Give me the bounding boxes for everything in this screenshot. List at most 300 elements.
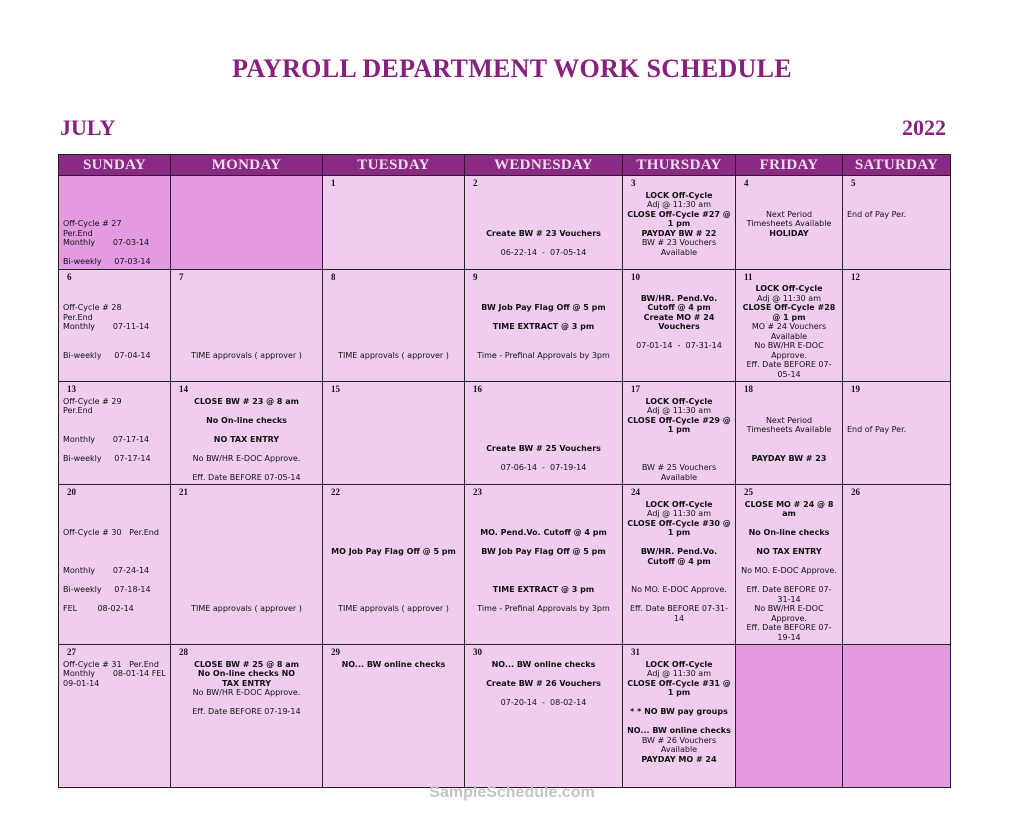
schedule-entry xyxy=(327,313,460,323)
schedule-entry xyxy=(63,210,166,220)
schedule-entry: NO... BW online checks xyxy=(341,659,446,669)
schedule-entry: CLOSE MO # 24 @ 8 am xyxy=(744,499,837,518)
schedule-entry: Per.End xyxy=(63,312,93,322)
day-number: 17 xyxy=(631,384,640,394)
schedule-entry: Per.End xyxy=(63,228,93,238)
schedule-entry: No BW/HR E-DOC Approve. xyxy=(192,453,301,463)
schedule-entry: Bi-weekly 07-18-14 xyxy=(63,585,151,594)
day-number: 19 xyxy=(851,384,860,394)
schedule-entry: LOCK Off-Cycle xyxy=(645,659,713,669)
day-cell xyxy=(465,176,623,270)
schedule-entry: 07-06-14 - 07-19-14 xyxy=(500,463,587,472)
schedule-entry xyxy=(469,538,618,548)
schedule-entry: LOCK Off-Cycle xyxy=(645,499,713,509)
schedule-entry: No BW/HR E-DOC xyxy=(754,341,824,350)
schedule-entry: 1 pm xyxy=(667,219,691,228)
schedule-entry: MO Job Pay Flag Off @ 5 pm xyxy=(331,547,456,556)
day-number: 9 xyxy=(473,271,478,282)
schedule-entry: Off-Cycle # 28 xyxy=(63,303,122,312)
month-label: JULY xyxy=(60,115,116,140)
schedule-entry xyxy=(469,200,618,210)
day-cell xyxy=(736,485,843,645)
schedule-entry xyxy=(847,191,946,201)
schedule-entry xyxy=(175,547,318,557)
schedule-entry: No MO. E-DOC Approve. xyxy=(741,566,837,575)
schedule-entry xyxy=(327,294,460,304)
schedule-entry xyxy=(175,528,318,538)
day-cell xyxy=(59,382,171,485)
schedule-entry xyxy=(740,576,838,586)
schedule-entry: @ 1 pm xyxy=(772,312,806,322)
schedule-entry xyxy=(469,416,618,426)
schedule-entry xyxy=(469,688,618,698)
schedule-entry: BW/HR. Pend.Vo. xyxy=(640,293,718,303)
schedule-entry: * * NO BW pay groups xyxy=(630,707,728,716)
schedule-entry: BW # 23 Vouchers xyxy=(641,238,717,247)
schedule-entry xyxy=(627,717,731,727)
schedule-entry xyxy=(63,595,166,605)
day-cell xyxy=(623,176,736,270)
schedule-entry xyxy=(175,284,318,294)
schedule-entry: LOCK Off-Cycle xyxy=(645,396,713,406)
schedule-entry: Eff. Date BEFORE 07-05-14 xyxy=(746,360,832,379)
schedule-entry: CLOSE Off-Cycle #31 @ xyxy=(627,678,731,688)
week-row xyxy=(59,645,951,788)
schedule-entry: Create BW # 26 Vouchers xyxy=(486,678,601,688)
schedule-entry xyxy=(469,454,618,464)
schedule-entry xyxy=(327,332,460,342)
day-cell xyxy=(59,485,171,645)
schedule-entry xyxy=(327,500,460,510)
schedule-entry: Create MO # 24 xyxy=(643,312,715,322)
day-number: 25 xyxy=(744,487,753,497)
day-cell xyxy=(171,176,323,270)
day-number: 29 xyxy=(331,647,340,657)
schedule-entry: NO... BW online checks xyxy=(491,659,596,669)
day-number: 18 xyxy=(744,384,753,394)
schedule-entry: No On-line checks NO xyxy=(197,669,296,678)
weekday-saturday: SATURDAY xyxy=(843,155,951,176)
day-cell xyxy=(736,269,843,382)
day-cell xyxy=(171,645,323,788)
schedule-entry xyxy=(740,406,838,416)
schedule-entry xyxy=(469,294,618,304)
day-number: 2 xyxy=(473,178,478,188)
schedule-entry xyxy=(740,557,838,567)
day-cell xyxy=(323,485,465,645)
schedule-entry: No BW/HR E-DOC xyxy=(754,604,824,613)
schedule-entry xyxy=(627,444,731,454)
weekday-wednesday: WEDNESDAY xyxy=(465,155,623,176)
day-number: 24 xyxy=(631,487,640,497)
day-number: 30 xyxy=(473,647,482,657)
schedule-entry xyxy=(740,191,838,201)
day-number: 10 xyxy=(631,271,640,282)
schedule-entry: Per.End xyxy=(63,406,93,415)
schedule-entry xyxy=(627,576,731,586)
schedule-entry xyxy=(627,332,731,342)
schedule-entry xyxy=(469,191,618,201)
schedule-entry xyxy=(327,576,460,586)
day-cell xyxy=(736,382,843,485)
calendar-grid xyxy=(58,154,951,788)
day-cell xyxy=(843,176,951,270)
schedule-entry xyxy=(175,595,318,605)
schedule-entry: Eff. Date BEFORE 07-19-14 xyxy=(746,623,832,642)
day-number xyxy=(744,648,838,658)
schedule-entry: CLOSE Off-Cycle #27 @ xyxy=(627,209,731,219)
schedule-entry xyxy=(175,585,318,595)
weekday-sunday: SUNDAY xyxy=(59,155,171,176)
schedule-entry: TIME approvals ( approver ) xyxy=(338,604,449,613)
schedule-entry: Bi-weekly 07-04-14 xyxy=(63,350,151,360)
schedule-entry: End of Pay Per. xyxy=(847,209,907,219)
schedule-entry xyxy=(847,200,946,210)
schedule-entry: FEL 08-02-14 xyxy=(63,604,134,613)
day-cell xyxy=(323,382,465,485)
day-number: 13 xyxy=(67,384,76,394)
schedule-entry xyxy=(627,538,731,548)
schedule-entry: End of Pay Per. xyxy=(847,425,907,434)
schedule-entry xyxy=(327,509,460,519)
schedule-entry: Time - Prefinal Approvals by 3pm xyxy=(477,350,610,360)
schedule-entry: No On-line checks xyxy=(748,528,830,537)
day-number: 8 xyxy=(331,271,336,282)
day-number: 20 xyxy=(67,487,76,497)
schedule-entry: Adj @ 11:30 am xyxy=(646,200,711,209)
schedule-entry: Time - Prefinal Approvals by 3pm xyxy=(477,604,610,613)
schedule-entry: Next Period xyxy=(765,209,813,219)
schedule-entry: TIME EXTRACT @ 3 pm xyxy=(492,585,595,594)
day-number: 27 xyxy=(67,647,76,657)
schedule-entry: Create BW # 23 Vouchers xyxy=(486,228,601,238)
schedule-entry: BW Job Pay Flag Off @ 5 pm xyxy=(481,547,606,556)
day-cell xyxy=(465,645,623,788)
schedule-entry xyxy=(327,322,460,332)
schedule-entry: Off-Cycle # 29 xyxy=(63,396,122,406)
schedule-entry: Adj @ 11:30 am xyxy=(756,293,821,303)
schedule-entry xyxy=(469,238,618,248)
schedule-entry: LOCK Off-Cycle xyxy=(645,190,713,200)
schedule-entry xyxy=(469,557,618,567)
schedule-entry: Bi-weekly 07-03-14 xyxy=(63,257,151,266)
schedule-entry xyxy=(63,294,166,304)
schedule-entry xyxy=(63,416,166,426)
page-title: PAYROLL DEPARTMENT WORK SCHEDULE xyxy=(232,54,792,83)
schedule-entry: MO # 24 Vouchers xyxy=(751,322,827,331)
schedule-entry xyxy=(175,538,318,548)
schedule-entry: Timesheets Available xyxy=(746,425,832,434)
schedule-entry: LOCK Off-Cycle xyxy=(755,284,823,293)
schedule-entry xyxy=(327,566,460,576)
day-number: 15 xyxy=(331,384,340,394)
day-cell xyxy=(465,269,623,382)
day-number: 16 xyxy=(473,384,482,394)
day-number xyxy=(851,648,946,658)
schedule-entry xyxy=(63,341,166,351)
schedule-entry xyxy=(175,519,318,529)
schedule-entry xyxy=(175,406,318,416)
schedule-entry: 06-22-14 - 07-05-14 xyxy=(500,247,587,257)
schedule-entry: 09-01-14 xyxy=(63,678,100,688)
schedule-entry: 1 pm xyxy=(667,425,691,434)
schedule-entry: 1 pm xyxy=(667,528,691,537)
day-number: 28 xyxy=(179,647,188,657)
schedule-entry: No MO. E-DOC Approve. xyxy=(631,585,727,594)
schedule-entry: Monthly 07-17-14 xyxy=(63,434,150,444)
day-number: 6 xyxy=(67,271,72,282)
weekday-monday: MONDAY xyxy=(171,155,323,176)
schedule-entry xyxy=(627,454,731,464)
schedule-entry: Approve. xyxy=(771,350,807,360)
schedule-entry: No BW/HR E-DOC Approve. xyxy=(192,688,301,697)
day-cell xyxy=(623,382,736,485)
schedule-entry: TIME approvals ( approver ) xyxy=(191,350,302,360)
schedule-entry: PAYDAY BW # 22 xyxy=(641,228,717,238)
schedule-entry: Cutoff @ 4 pm xyxy=(647,303,711,312)
day-cell xyxy=(843,485,951,645)
day-cell xyxy=(623,645,736,788)
schedule-entry xyxy=(63,200,166,210)
schedule-entry xyxy=(469,435,618,445)
day-cell xyxy=(736,645,843,788)
schedule-entry: CLOSE Off-Cycle #28 xyxy=(742,303,836,312)
schedule-entry: TAX ENTRY xyxy=(221,678,272,688)
schedule-entry: Vouchers xyxy=(658,322,700,331)
schedule-entry: Eff. Date BEFORE 07-05-14 xyxy=(192,472,301,482)
day-cell xyxy=(623,485,736,645)
day-cell xyxy=(843,645,951,788)
schedule-entry xyxy=(740,397,838,407)
schedule-entry: NO TAX ENTRY xyxy=(756,547,822,556)
schedule-entry xyxy=(469,576,618,586)
schedule-entry xyxy=(469,210,618,220)
schedule-entry: Next Period xyxy=(765,415,813,425)
day-cell xyxy=(623,269,736,382)
schedule-entry xyxy=(63,576,166,586)
schedule-entry: Create BW # 25 Vouchers xyxy=(486,444,601,453)
schedule-entry: BW/HR. Pend.Vo. xyxy=(640,547,718,556)
schedule-entry xyxy=(175,303,318,313)
schedule-entry xyxy=(327,585,460,595)
year-label: 2022 xyxy=(902,115,946,140)
schedule-entry: NO... BW online checks xyxy=(627,726,731,735)
day-number xyxy=(179,179,318,189)
schedule-entry: Timesheets Available xyxy=(746,219,832,228)
day-cell xyxy=(59,176,171,270)
schedule-entry xyxy=(175,444,318,454)
schedule-entry xyxy=(469,500,618,510)
week-row xyxy=(59,176,951,270)
day-cell xyxy=(323,645,465,788)
schedule-entry: Available xyxy=(770,331,808,341)
weekday-thursday: THURSDAY xyxy=(623,155,736,176)
schedule-entry xyxy=(327,341,460,351)
schedule-entry xyxy=(175,500,318,510)
day-number: 3 xyxy=(631,178,636,188)
day-number: 21 xyxy=(179,487,188,497)
schedule-entry xyxy=(175,509,318,519)
day-number: 26 xyxy=(851,487,860,497)
schedule-entry xyxy=(627,698,731,708)
schedule-entry xyxy=(63,547,166,557)
day-number: 1 xyxy=(331,178,336,188)
schedule-entry xyxy=(627,435,731,445)
day-cell xyxy=(171,382,323,485)
schedule-entry: 07-20-14 - 08-02-14 xyxy=(500,697,587,707)
schedule-entry xyxy=(469,341,618,351)
schedule-entry xyxy=(327,528,460,538)
schedule-entry: Eff. Date BEFORE 07-19-14 xyxy=(192,707,301,716)
schedule-entry xyxy=(469,509,618,519)
schedule-entry xyxy=(327,557,460,567)
schedule-entry xyxy=(469,284,618,294)
weekday-tuesday: TUESDAY xyxy=(323,155,465,176)
schedule-entry: MO. Pend.Vo. Cutoff @ 4 pm xyxy=(480,528,607,537)
schedule-entry xyxy=(175,557,318,567)
day-number xyxy=(67,179,166,189)
schedule-entry: CLOSE BW # 25 @ 8 am xyxy=(193,659,300,669)
week-row xyxy=(59,485,951,645)
schedule-entry: Monthly 08-01-14 FEL xyxy=(63,669,166,678)
day-cell xyxy=(323,269,465,382)
schedule-entry xyxy=(327,519,460,529)
day-number: 14 xyxy=(179,384,188,394)
schedule-entry xyxy=(63,425,166,435)
schedule-entry xyxy=(469,332,618,342)
schedule-entry: Off-Cycle # 30 Per.End xyxy=(63,528,159,537)
schedule-entry xyxy=(175,313,318,323)
schedule-entry: Monthly 07-11-14 xyxy=(63,322,150,331)
schedule-entry: 07-01-14 - 07-31-14 xyxy=(636,341,722,350)
schedule-entry: Off-Cycle # 31 Per.End xyxy=(63,659,159,669)
schedule-entry: Monthly 07-24-14 xyxy=(63,566,150,575)
day-cell xyxy=(843,382,951,485)
schedule-entry xyxy=(627,284,731,294)
schedule-entry: Bi-weekly 07-17-14 xyxy=(63,453,151,463)
schedule-entry xyxy=(327,595,460,605)
schedule-entry: TIME EXTRACT @ 3 pm xyxy=(492,322,595,331)
weekday-friday: FRIDAY xyxy=(736,155,843,176)
schedule-entry xyxy=(469,595,618,605)
day-number: 5 xyxy=(851,178,856,188)
schedule-entry xyxy=(63,557,166,567)
day-number: 7 xyxy=(179,271,184,282)
schedule-entry xyxy=(63,444,166,454)
schedule-entry xyxy=(63,519,166,529)
schedule-entry xyxy=(327,303,460,313)
schedule-entry xyxy=(63,538,166,548)
schedule-entry xyxy=(175,294,318,304)
schedule-entry xyxy=(740,435,838,445)
schedule-entry xyxy=(327,538,460,548)
schedule-entry xyxy=(175,425,318,435)
day-cell xyxy=(465,382,623,485)
schedule-entry: PAYDAY BW # 23 xyxy=(751,453,827,463)
schedule-entry xyxy=(847,397,946,407)
day-cell xyxy=(171,485,323,645)
schedule-entry xyxy=(469,219,618,229)
schedule-entry: Monthly 07-03-14 xyxy=(63,238,150,247)
day-cell xyxy=(465,485,623,645)
site-watermark: SampleSchedule.com xyxy=(429,784,595,801)
schedule-entry: BW # 25 Vouchers xyxy=(641,463,717,472)
schedule-entry: No On-line checks xyxy=(206,415,287,425)
weekday-header-row xyxy=(59,155,951,176)
schedule-entry: NO TAX ENTRY xyxy=(213,434,280,444)
schedule-entry xyxy=(740,200,838,210)
day-cell xyxy=(171,269,323,382)
schedule-entry xyxy=(627,595,731,605)
schedule-entry xyxy=(175,341,318,351)
schedule-entry xyxy=(175,322,318,332)
schedule-entry: HOLIDAY xyxy=(769,228,809,238)
schedule-entry xyxy=(847,416,946,426)
schedule-entry xyxy=(175,566,318,576)
schedule-entry: CLOSE BW # 23 @ 8 am xyxy=(193,396,300,406)
day-number: 31 xyxy=(631,647,640,657)
schedule-entry: TIME approvals ( approver ) xyxy=(338,350,449,360)
schedule-entry: Available xyxy=(660,745,698,754)
schedule-entry xyxy=(847,406,946,416)
schedule-entry: BW Job Pay Flag Off @ 5 pm xyxy=(481,303,606,312)
schedule-entry xyxy=(175,463,318,473)
schedule-entry xyxy=(63,284,166,294)
schedule-entry xyxy=(175,332,318,342)
schedule-entry xyxy=(469,425,618,435)
schedule-entry xyxy=(469,406,618,416)
day-cell xyxy=(59,645,171,788)
schedule-entry: Approve. xyxy=(771,613,807,623)
day-number: 23 xyxy=(473,487,482,497)
day-cell xyxy=(323,176,465,270)
schedule-entry: Available xyxy=(660,472,698,482)
schedule-entry xyxy=(469,313,618,323)
schedule-entry xyxy=(63,332,166,342)
schedule-entry: Adj @ 11:30 am xyxy=(646,669,711,678)
week-row xyxy=(59,269,951,382)
schedule-entry xyxy=(63,509,166,519)
schedule-entry: CLOSE Off-Cycle #29 @ xyxy=(627,415,731,425)
schedule-entry xyxy=(740,444,838,454)
schedule-entry: Eff. Date BEFORE 07-31-14 xyxy=(746,585,832,604)
day-cell xyxy=(59,269,171,382)
schedule-entry: PAYDAY MO # 24 xyxy=(641,754,717,764)
day-number: 22 xyxy=(331,487,340,497)
schedule-entry xyxy=(175,698,318,708)
schedule-entry xyxy=(469,669,618,679)
week-row xyxy=(59,382,951,485)
schedule-entry xyxy=(740,538,838,548)
schedule-entry xyxy=(469,519,618,529)
schedule-entry: BW # 26 Vouchers xyxy=(641,735,717,745)
schedule-entry: 1 pm xyxy=(667,688,691,697)
schedule-entry: Adj @ 11:30 am xyxy=(646,509,711,518)
schedule-entry xyxy=(63,191,166,201)
schedule-entry xyxy=(740,519,838,529)
day-cell xyxy=(736,176,843,270)
day-number: 12 xyxy=(851,271,860,282)
schedule-entry xyxy=(175,576,318,586)
schedule-entry xyxy=(627,566,731,576)
schedule-entry: Available xyxy=(660,247,698,257)
schedule-entry xyxy=(469,397,618,407)
schedule-entry: Eff. Date BEFORE 07-31-14 xyxy=(629,604,729,623)
schedule-entry: TIME approvals ( approver ) xyxy=(191,604,302,613)
schedule-entry xyxy=(327,284,460,294)
schedule-entry: Cutoff @ 4 pm xyxy=(647,556,711,566)
schedule-entry xyxy=(63,500,166,510)
